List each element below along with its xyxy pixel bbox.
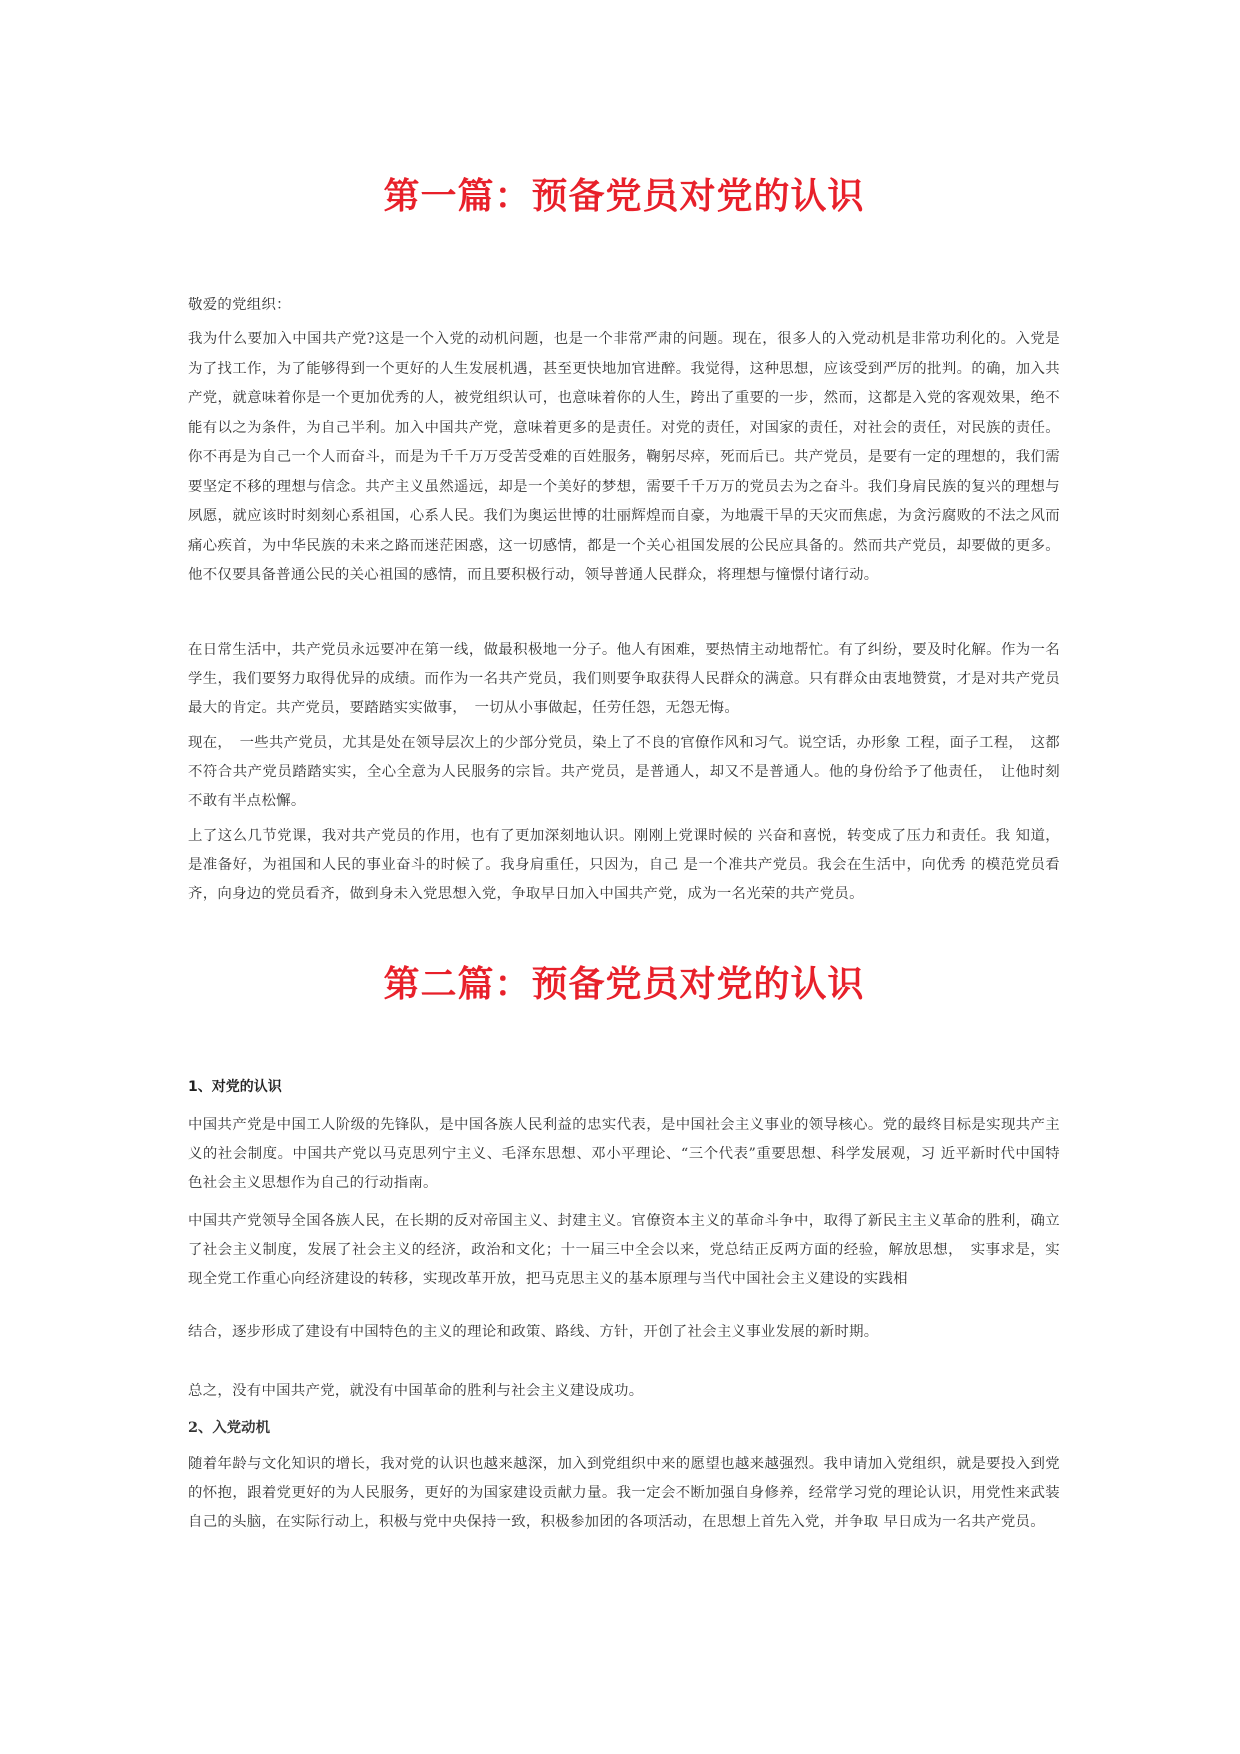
second-article-title: 第二篇：预备党员对党的认识 — [383, 963, 865, 1005]
section-heading-motivation: 2、入党动机 — [188, 1419, 270, 1436]
paragraph-party-definition: 中国共产党是中国工人阶级的先锋队，是中国各族人民利益的忠实代表，是中国社会主义事业的领导核心。党的最终目标是实现共产主义的社会制度。中国共产党以马克思列宁主义、毛泽东思想、邓小平理论、“三个代表”重要思想、科学发展观，习 近平新时代中国特色社会主义思想作为自己的行动指南。 — [188, 1117, 1060, 1191]
paragraph-party-course: 上了这么几节党课，我对共产党员的作用，也有了更加深刻地认识。刚刚上党课时候的 兴奋和喜悦，转变成了压力和责任。我 知道，是准备好，为祖国和人民的事业奋斗的时候了。我身肩重任，只因为，自己 是一个准共产党员。我会在生活中，向优秀 的模范党员看齐，向身边的党员看齐，做到身未入党思想入党，争取早日加入中国共产党，成为一名光荣的共产党员。 — [188, 828, 1060, 902]
paragraph-party-history: 中国共产党领导全国各族人民，在长期的反对帝国主义、封建主义。官僚资本主义的革命斗争中，取得了新民主主义革命的胜利，确立了社会主义制度，发展了社会主义的经济，政治和文化；十一届三中全会以来，党总结正反两方面的经验，解放思想， 实事求是，实现全党工作重心向经济建设的转移，实现改革开放，把马克思主义的基本原理与当代中国社会主义建设的实践相 — [188, 1213, 1060, 1287]
paragraph-new-era: 结合，逐步形成了建设有中国特色的主义的理论和政策、路线、方针，开创了社会主义事业发展的新时期。 — [188, 1324, 879, 1340]
paragraph-motivation: 随着年龄与文化知识的增长，我对党的认识也越来越深，加入到党组织中来的愿望也越来越强烈。我申请加入党组织，就是要投入到党的怀抱，跟着党更好的为人民服务，更好的为国家建设贡献力量。我一定会不断加强自身修养，经常学习党的理论认识，用党性来武装自己的头脑，在实际行动上，积极与党中央保持一致，积极参加团的各项活动，在思想上首先入党，并争取 早日成为一名共产党员。 — [188, 1456, 1060, 1530]
section-heading-understanding: 1、对党的认识 — [188, 1079, 282, 1095]
salutation: 敬爱的党组织： — [188, 297, 291, 313]
first-article-title: 第一篇：预备党员对党的认识 — [383, 175, 865, 217]
paragraph-conclusion: 总之，没有中国共产党，就没有中国革命的胜利与社会主义建设成功。 — [188, 1383, 644, 1399]
paragraph-daily-life: 在日常生活中，共产党员永远要冲在第一线，做最积极地一分子。他人有困难，要热情主动地帮忙。有了纠纷，要及时化解。作为一名学生，我们要努力取得优异的成绩。而作为一名共产党员，我们则要争取获得人民群众的满意。只有群众由衷地赞赏，才是对共产党员最大的肯定。共产党员，要踏踏实实做事， 一切从小事做起，任劳任怨，无怨无悔。 — [188, 642, 1060, 716]
document-page — [188, 0, 1060, 1754]
paragraph-joining-motivation: 我为什么要加入中国共产党?这是一个入党的动机问题，也是一个非常严肃的问题。现在，很多人的入党动机是非常功利化的。入党是为了找工作，为了能够得到一个更好的人生发展机遇，甚至更快地加官进醉。我觉得，这种思想，应该受到严厉的批判。的确，加入共产党，就意味着你是一个更加优秀的人，被党组织认可，也意味着你的人生，跨出了重要的一步，然而，这都是入党的客观效果，绝不能有以之为条件，为自己半利。加入中国共产党，意味着更多的是责任。对党的责任，对国家的责任，对社会的责任，对民族的责任。你不再是为自己一个人而奋斗，而是为千千万万受苦受难的百姓服务，鞠躬尽瘁，死而后已。共产党员，是要有一定的理想的，我们需要坚定不移的理想与信念。共产主义虽然遥远，却是一个美好的梦想，需要千千万万的党员去为之奋斗。我们身肩民族的复兴的理想与夙愿，就应该时时刻刻心系祖国，心系人民。我们为奥运世博的壮丽辉煌而自豪，为地震干旱的天灾而焦虑，为贪污腐败的不法之风而痛心疾首，为中华民族的未来之路而迷茫困惑，这一切感情，都是一个关心祖国发展的公民应具备的。然而共产党员，却要做的更多。他不仅要具备普通公民的关心祖国的感情，而且要积极行动，领导普通人民群众，将理想与憧憬付诸行动。 — [188, 331, 1060, 583]
paragraph-bureaucracy: 现在， 一些共产党员，尤其是处在领导层次上的少部分党员，染上了不良的官僚作风和习气。说空话，办形象 工程，面子工程， 这都不符合共产党员踏踏实实，全心全意为人民服务的宗旨。共产党员，是普通人，却又不是普通人。他的身份给予了他责任， 让他时刻不敢有半点松懈。 — [188, 735, 1060, 809]
